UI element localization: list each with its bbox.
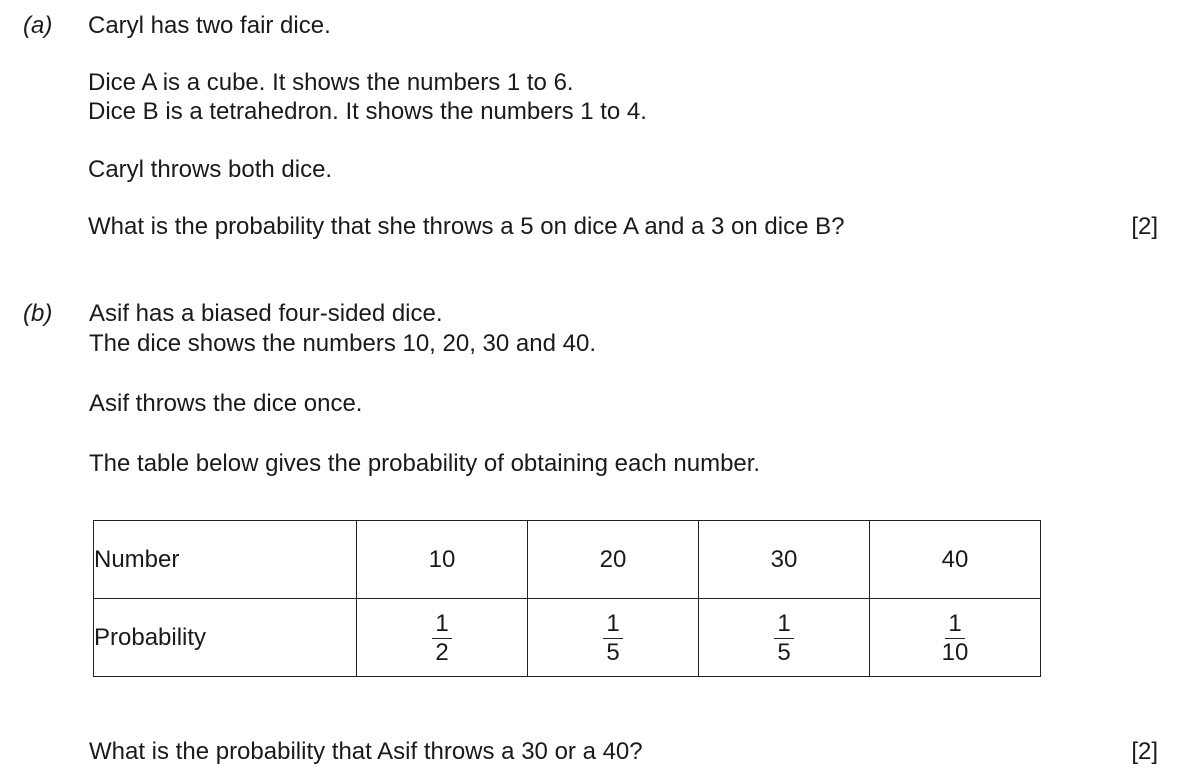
probability-table — [93, 520, 1041, 677]
fraction-numerator: 1 — [774, 612, 793, 639]
part-b-marks: [2] — [1131, 738, 1158, 765]
part-b-question: What is the probability that Asif throws a 30 or a 40? — [89, 738, 643, 765]
part-b-label: (b) — [23, 300, 53, 327]
part-b-line-3: Asif throws the dice once. — [89, 390, 363, 417]
probability-cell-40 — [870, 599, 1041, 677]
table-row-number — [94, 521, 1041, 599]
fraction — [774, 612, 793, 665]
part-a-line-1: Caryl has two fair dice. — [88, 12, 331, 39]
part-a-question: What is the probability that she throws a 5 on dice A and a 3 on dice B? — [88, 213, 845, 240]
fraction-denominator: 5 — [777, 639, 791, 666]
part-b-line-4: The table below gives the probability of obtaining each number. — [89, 450, 761, 477]
probability-cell-20 — [528, 599, 699, 677]
probability-cell-30 — [699, 599, 870, 677]
part-a-line-3: Dice B is a tetrahedron. It shows the numbers 1 to 4. — [88, 98, 647, 125]
fraction-denominator: 5 — [606, 639, 620, 666]
fraction-numerator: 1 — [603, 612, 622, 639]
table-row-probability — [94, 599, 1041, 677]
fraction-denominator: 2 — [435, 639, 449, 666]
part-a-line-2: Dice A is a cube. It shows the numbers 1 to 6. — [88, 69, 574, 96]
number-cell-20: 20 — [528, 521, 699, 599]
number-cell-30: 30 — [699, 521, 870, 599]
part-a-marks: [2] — [1131, 213, 1158, 240]
part-b-line-1: Asif has a biased four-sided dice. — [89, 300, 443, 327]
fraction — [432, 612, 451, 665]
row-header-number: Number — [94, 521, 357, 599]
part-a-label: (a) — [23, 12, 53, 39]
row-header-probability: Probability — [94, 599, 357, 677]
number-cell-40: 40 — [870, 521, 1041, 599]
part-b-line-2: The dice shows the numbers 10, 20, 30 and 40. — [89, 330, 596, 357]
fraction — [603, 612, 622, 665]
part-a-line-4: Caryl throws both dice. — [88, 156, 333, 183]
fraction-numerator: 1 — [432, 612, 451, 639]
number-cell-10: 10 — [357, 521, 528, 599]
fraction — [939, 612, 972, 665]
fraction-denominator: 10 — [941, 639, 969, 666]
fraction-numerator: 1 — [945, 612, 964, 639]
probability-cell-10 — [357, 599, 528, 677]
